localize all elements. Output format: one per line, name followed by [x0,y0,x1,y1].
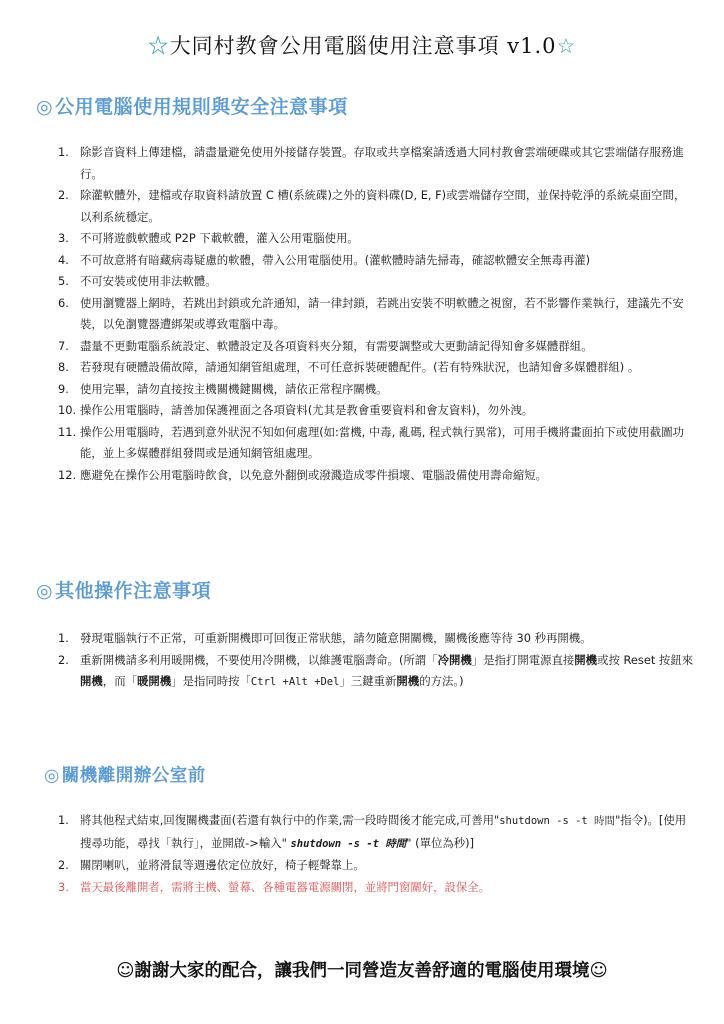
double-circle-icon: ◎ [36,96,54,118]
section-heading-text: 公用電腦使用規則與安全注意事項 [55,96,348,118]
list-item: 1. 將其他程式結束,回復關機畫面(若還有執行中的作業,需一段時間後才能完成,可善用"shutdown -s -t 時間"指令)。[使用搜尋功能，尋找「執行」，並開啟->輸入" shutdown -s -t 時間" (單位為秒)] [58,813,687,850]
smiley-icon-right: ☺ [589,961,608,981]
list-item: 1. 除影音資料上傳建檔，請盡量避免使用外接儲存裝置。存取或共享檔案請透過大同村教會雲端硬碟或其它雲端儲存服務進行。 [58,145,684,181]
list-item: 6. 使用瀏覽器上網時，若跳出封鎖或允許通知，請一律封鎖，若跳出安裝不明軟體之視窗，若不影響作業執行，建議先不安裝，以免瀏覽器遭綁架或導致電腦中毒。 [58,295,684,331]
list-item: 3. 不可將遊戲軟體或 P2P 下載軟體，灌入公用電腦使用。 [58,231,359,245]
before-leaving-list [58,810,694,898]
smiley-icon-left: ☺ [116,961,135,981]
list-item: 2. 除灌軟體外，建檔或存取資料請放置 C 槽(系統碟)之外的資料碟(D, E, F)或雲端儲存空間，並保持乾淨的系統桌面空間，以利系統穩定。 [58,188,686,224]
keyboard-shortcut: Ctrl +Alt +Del [250,676,340,688]
shutdown-command: shutdown -s -t 時間 [290,837,407,850]
closing-message [0,957,724,982]
list-item: 2. 關閉喇叭，並將滑鼠等週邊依定位放好，椅子輕聲靠上。 [58,858,365,872]
section-heading-usage-rules [36,92,348,119]
title-text: 大同村教會公用電腦使用注意事項 v1.0 [169,34,557,58]
double-circle-icon: ◎ [44,766,60,786]
document-title [0,30,724,60]
list-item: 2. 重新開機請多利用暖開機，不要使用冷開機，以維護電腦壽命。(所謂「冷開機」是指打開電源直接開機或按 Reset 按鈕來開機，而「暖開機」是指同時按「Ctrl +Alt +Del」三鍵重新開機的方法。) [58,652,694,688]
section-heading-text: 關機離開辦公室前 [61,766,206,786]
list-item: 4. 不可故意將有暗藏病毒疑慮的軟體，帶入公用電腦使用。(灌軟體時請先掃毒，確認軟體安全無毒再灌) [58,252,591,267]
double-circle-icon: ◎ [36,580,54,602]
list-item: 8. 若發現有硬體設備故障，請通知網管組處理，不可任意拆裝硬體配件。(若有特殊狀況，也請知會多媒體群組) 。 [58,360,640,374]
section-heading-before-leaving [44,762,206,787]
star-icon-right: ☆ [556,34,577,58]
list-item: 9. 使用完畢，請勿直接按主機關機鍵關機，請依正常程序關機。 [58,381,388,396]
list-item: 10. 操作公用電腦時，請善加保護裡面之各項資料(尤其是教會重要資料和會友資料)，勿外洩。 [58,403,534,417]
shutdown-command: shutdown -s -t 時間 [499,815,616,827]
list-item: 7. 盡量不更動電腦系統設定、軟體設定及各項資料夾分類，有需要調整或大更動請記得知會多媒體群組。 [58,338,593,353]
other-notes-list [58,628,694,694]
list-item: 11. 操作公用電腦時，若遇到意外狀況不知如何處理(如:當機, 中毒, 亂碼, 程式執行異常)，可用手機將畫面拍下或使用截圖功能，並上多媒體群組發問或是通知網管組處理。 [58,424,684,460]
list-item: 5. 不可安裝或使用非法軟體。 [58,274,217,288]
list-item: 12. 應避免在操作公用電腦時飲食，以免意外翻倒或潑濺造成零件損壞、電腦設備使用壽命縮短。 [58,467,548,482]
star-icon-left: ☆ [147,34,170,58]
list-item: 1. 發現電腦執行不正常，可重新開機即可回復正常狀態，請勿隨意開關機，關機後應等待 30 秒再開機。 [58,631,592,645]
usage-rules-list [58,142,694,486]
closing-text: 謝謝大家的配合，讓我們一同營造友善舒適的電腦使用環境 [134,961,590,981]
list-item-warning: 3. 當天最後離開者，需將主機、螢幕、各種電器電源關閉，並將門窗關好，設保全。 [58,879,491,894]
section-heading-other-notes [36,576,211,603]
section-heading-text: 其他操作注意事項 [55,580,212,602]
